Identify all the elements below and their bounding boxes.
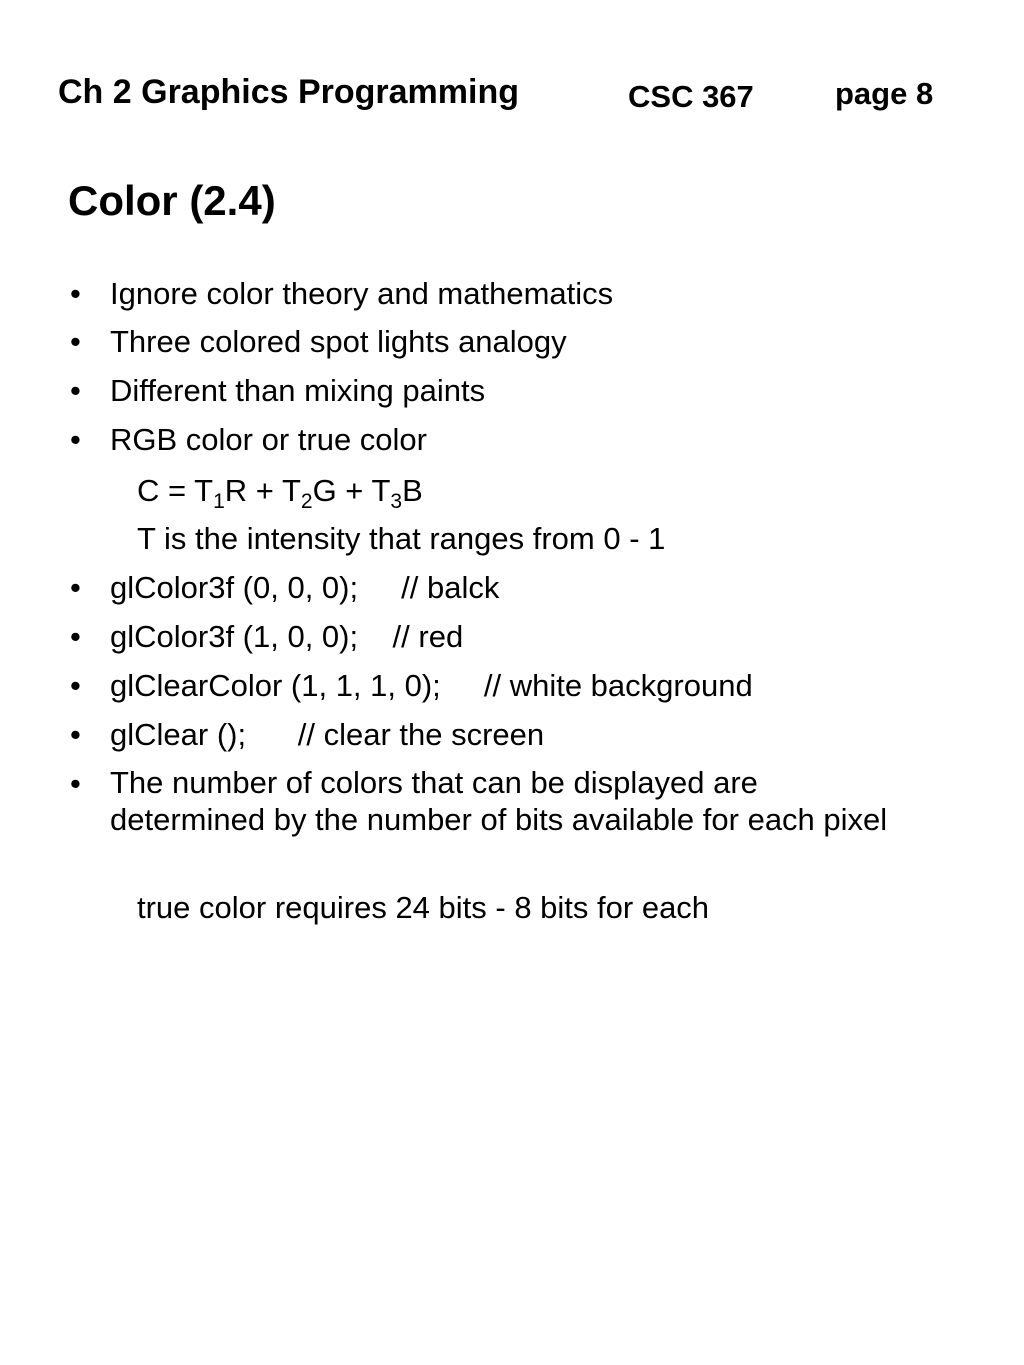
bullet-text: glColor3f (1, 0, 0); // red <box>110 619 464 654</box>
bullet-text: glColor3f (0, 0, 0); // balck <box>110 570 500 605</box>
header-page-label: page 8 <box>835 76 934 111</box>
formula-part: C = T <box>137 473 214 508</box>
bullet-text: Different than mixing paints <box>110 373 486 408</box>
formula-subscript: 2 <box>300 490 313 513</box>
bullet-marker: • <box>70 570 81 605</box>
bullet-item <box>70 570 500 605</box>
header-course-code: CSC 367 <box>628 79 754 114</box>
bullet-marker: • <box>70 276 81 311</box>
intensity-note: T is the intensity that ranges from 0 - 1 <box>137 521 666 556</box>
bullet-item <box>70 717 545 752</box>
true-color-note: true color requires 24 bits - 8 bits for each <box>137 890 710 925</box>
bullet-marker: • <box>70 422 81 457</box>
bullet-marker: • <box>70 619 81 654</box>
rgb-formula <box>137 473 423 513</box>
bullet-text-wrapped: The number of colors that can be displayed are determined by the number of bits available for each pixel <box>110 765 888 837</box>
formula-part: R + T <box>224 473 301 508</box>
bullet-text: glClear (); // clear the screen <box>110 717 545 752</box>
bullet-text: Three colored spot lights analogy <box>110 324 567 359</box>
bullet-text: RGB color or true color <box>110 422 427 457</box>
bullet-marker: • <box>70 668 81 703</box>
bullet-item <box>70 768 81 799</box>
bullet-marker: • <box>70 717 81 752</box>
bullet-marker: • <box>70 373 81 408</box>
bullet-item <box>70 619 464 654</box>
formula-subscript: 1 <box>213 490 225 513</box>
formula-part: G + T <box>312 473 391 508</box>
bullet-item <box>70 324 567 359</box>
bullet-marker: • <box>70 766 81 801</box>
formula-subscript: 3 <box>390 490 403 513</box>
bullet-text: glClearColor (1, 1, 1, 0); // white background <box>110 668 753 703</box>
bullet-item <box>70 276 614 311</box>
bullet-item <box>70 668 753 703</box>
bullet-text: Ignore color theory and mathematics <box>110 276 614 311</box>
formula-part: B <box>402 473 423 508</box>
slide-title: Color (2.4) <box>68 177 276 224</box>
bullet-item <box>70 373 486 408</box>
bullet-item <box>70 422 427 457</box>
bullet-marker: • <box>70 324 81 359</box>
header-course-title: Ch 2 Graphics Programming <box>58 73 519 111</box>
